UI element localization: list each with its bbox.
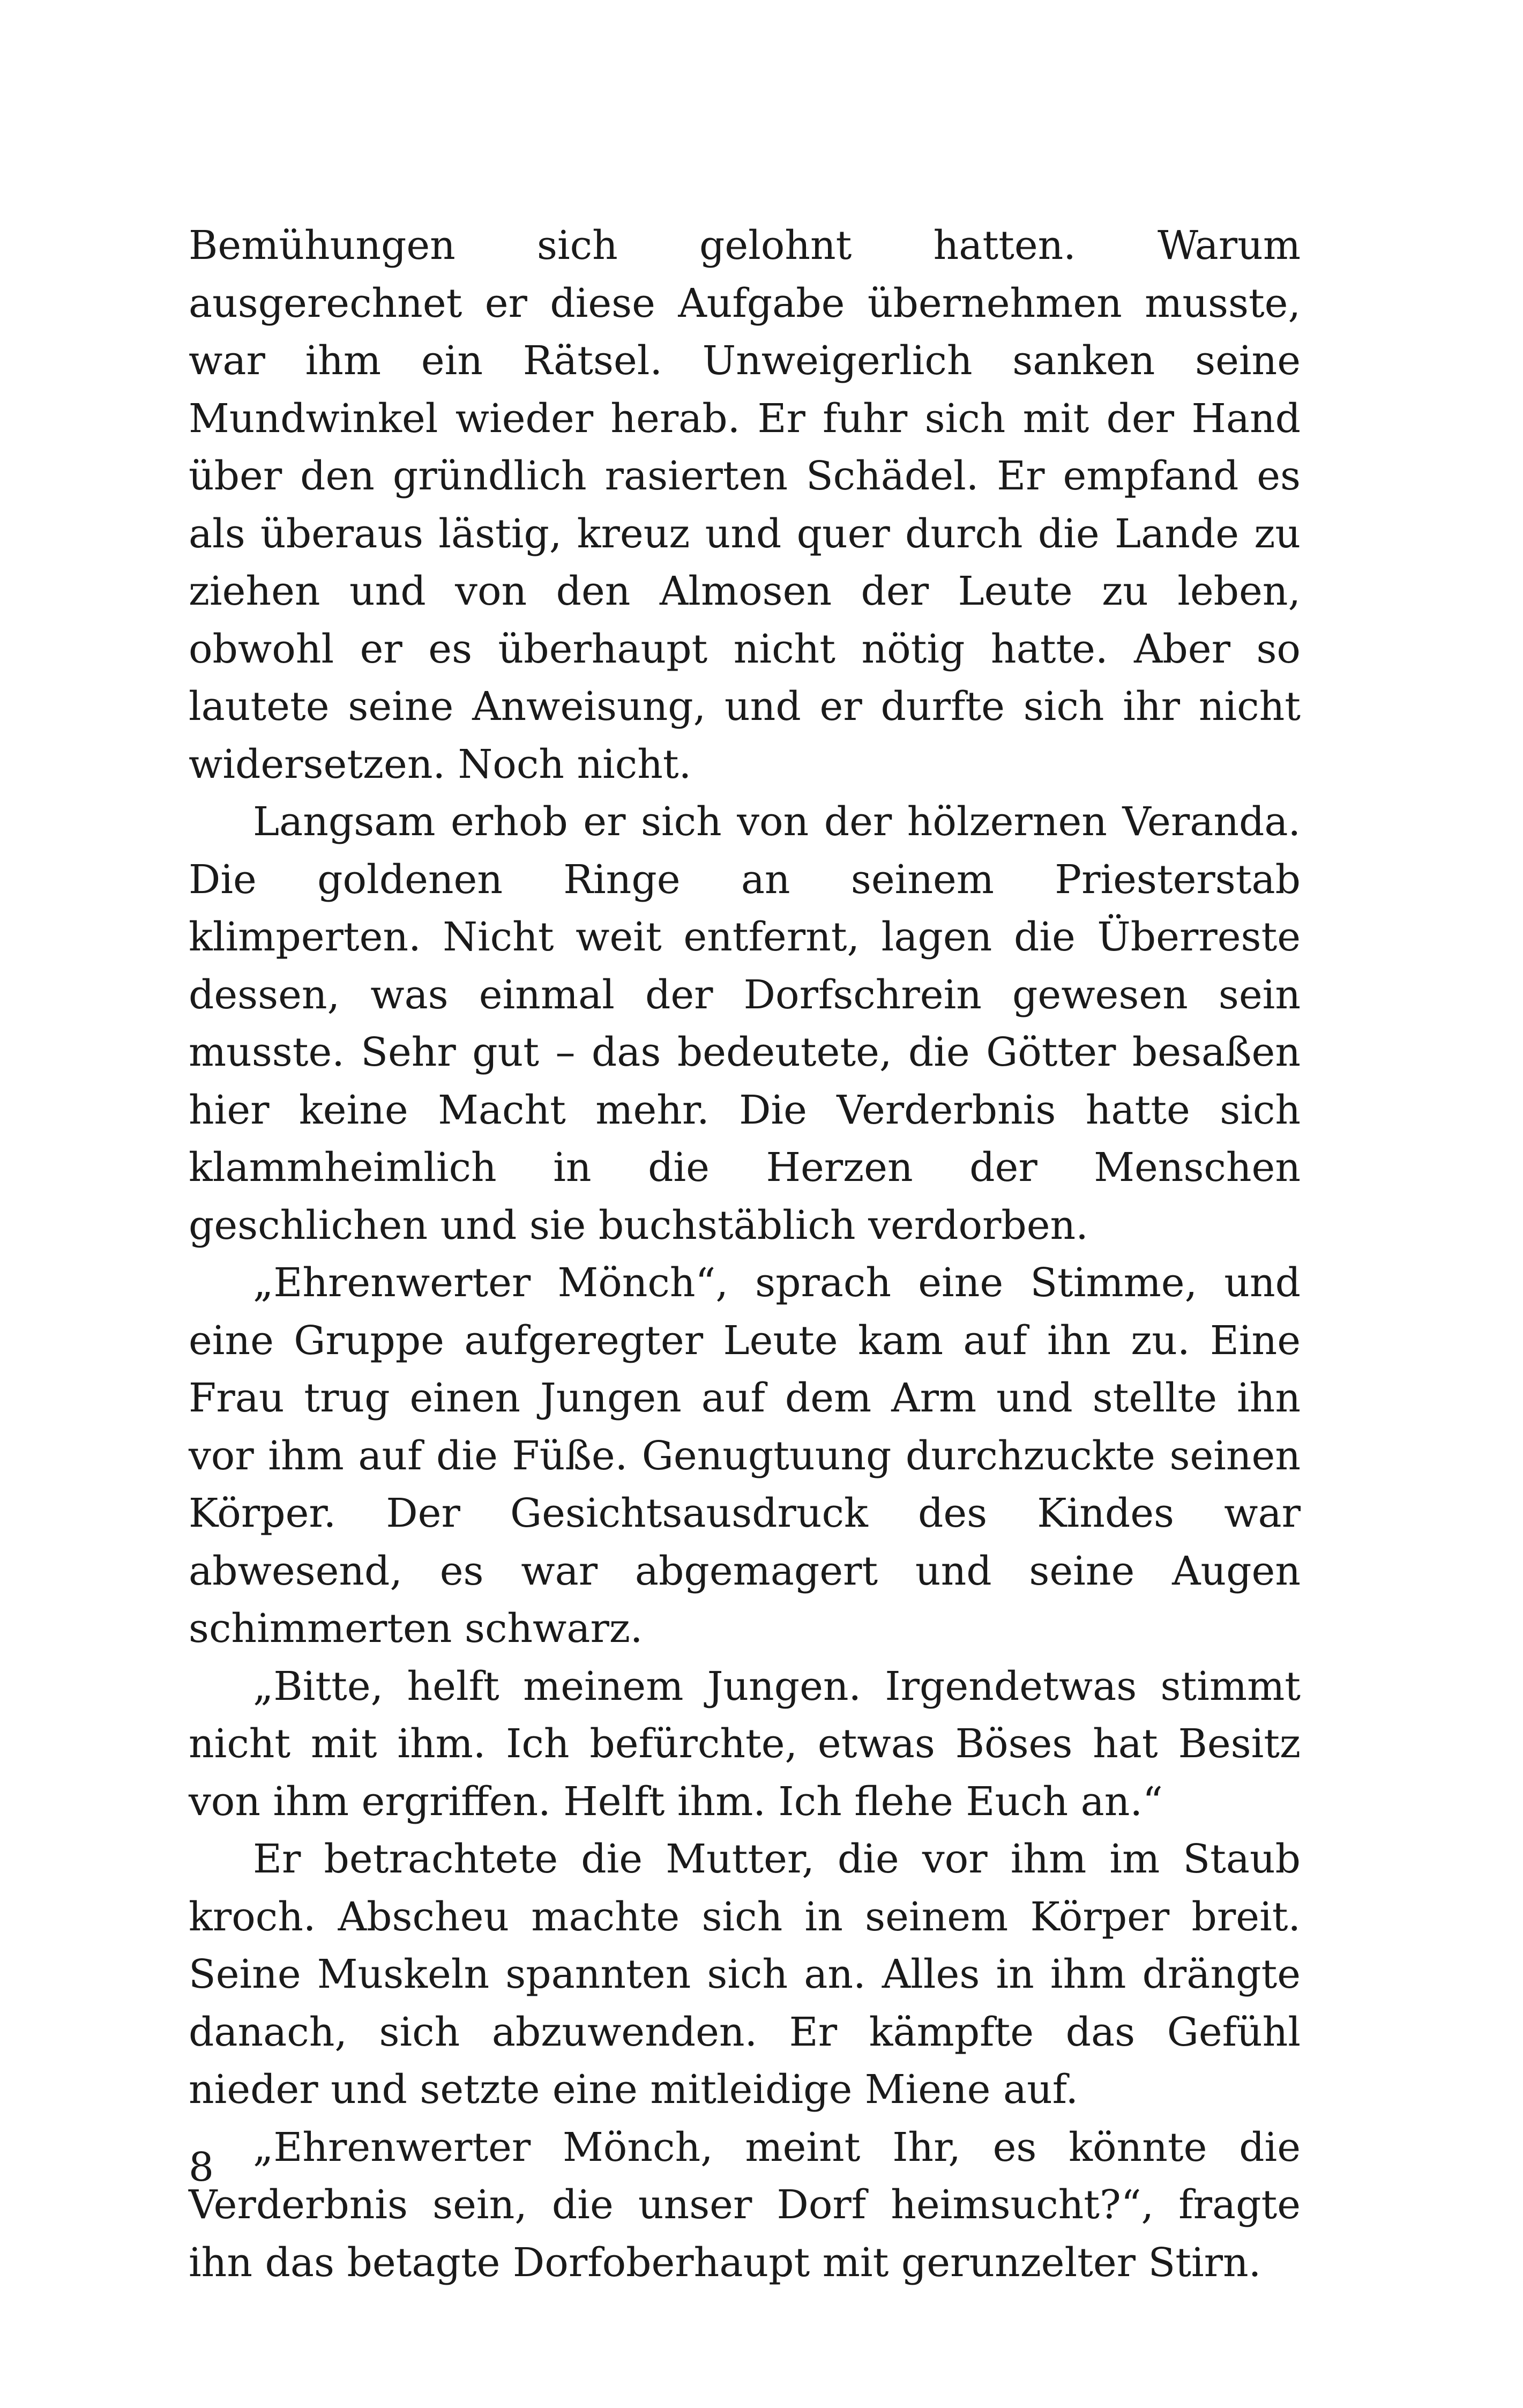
paragraph: „Ehrenwerter Mönch, meint Ihr, es könnte die Verderbnis sein, die unser Dorf heimsucht?“, fragte ihn das betagte Dorfoberhaupt mit gerunzelter Stirn. xyxy=(189,2124,1301,2286)
paragraph: „Bitte, helft meinem Jungen. Irgendetwas stimmt nicht mit ihm. Ich befürchte, etwas Böses hat Besitz von ihm ergriffen. Helft ihm. Ich flehe Euch an.“ xyxy=(189,1663,1301,1825)
paragraph: „Ehrenwerter Mönch“, sprach eine Stimme, und eine Gruppe aufgeregter Leute kam auf ihn zu. Eine Frau trug einen Jungen auf dem Arm und stellte ihn vor ihm auf die Füße. Genugtuung durchzuckte seinen Körper. Der Gesichtsausdruck des Kindes war abwesend, es war abgemagert und seine Augen schimmerten schwarz. xyxy=(189,1260,1301,1652)
paragraph: Langsam erhob er sich von der hölzernen Veranda. Die goldenen Ringe an seinem Priesterstab klimperten. Nicht weit entfernt, lagen die Überreste dessen, was einmal der Dorfschrein gewesen sein musste. Sehr gut – das bedeutete, die Götter besaßen hier keine Macht mehr. Die Verderbnis hatte sich klammheimlich in die Herzen der Menschen geschlichen und sie buchstäblich verdorben. xyxy=(189,799,1301,1248)
body-text xyxy=(189,217,1301,2292)
page-number: 8 xyxy=(189,2144,214,2190)
paragraph: Er betrachtete die Mutter, die vor ihm im Staub kroch. Abscheu machte sich in seinem Körper breit. Seine Muskeln spannten sich an. Alles in ihm drängte danach, sich abzuwenden. Er kämpfte das Gefühl nieder und setzte eine mitleidige Miene auf. xyxy=(189,1836,1301,2113)
paragraph: Bemühungen sich gelohnt hatten. Warum ausgerechnet er diese Aufgabe übernehmen musste, war ihm ein Rätsel. Unweigerlich sanken seine Mundwinkel wieder herab. Er fuhr sich mit der Hand über den gründlich rasierten Schädel. Er empfand es als überaus lästig, kreuz und quer durch die Lande zu ziehen und von den Almosen der Leute zu leben, obwohl er es überhaupt nicht nötig hatte. Aber so lautete seine Anweisung, und er durfte sich ihr nicht widersetzen. Noch nicht. xyxy=(189,222,1301,787)
